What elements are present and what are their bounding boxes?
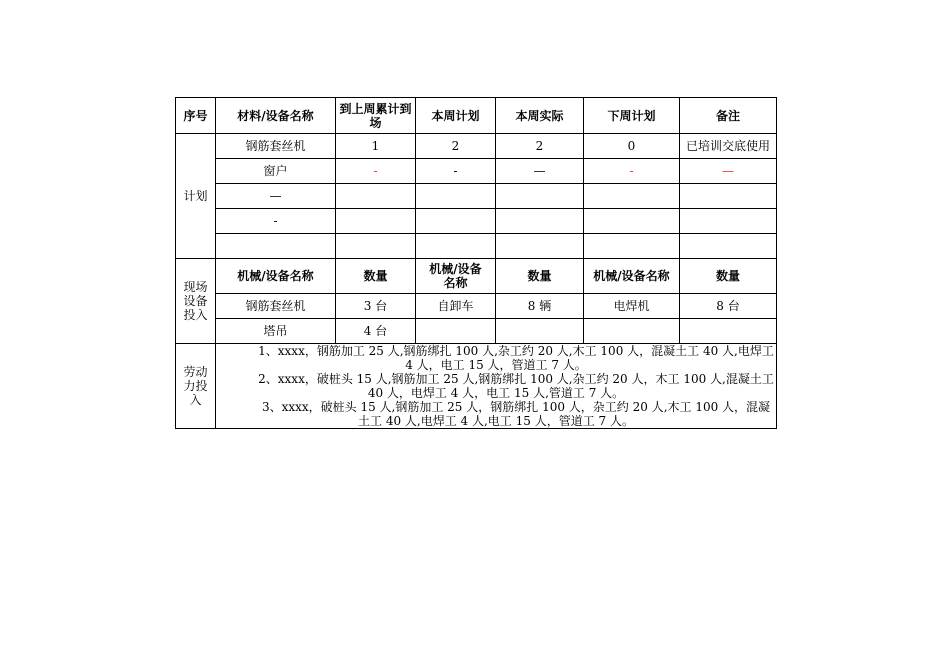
plan-this-actual: [496, 184, 584, 209]
labor-line: 1、xxxx，钢筋加工 25 人,钢筋绑扎 100 人,杂工约 20 人,木工 100 人，混凝土工 40 人,电焊工 4 人，电工 15 人，管道工 7 人。: [258, 344, 774, 372]
header-cumulative: 到上周累计到场: [336, 98, 416, 134]
plan-row: [176, 234, 777, 259]
plan-this-plan: [416, 234, 496, 259]
machinery-qty: 3 台: [336, 294, 416, 319]
labor-line: 2、xxxx，破桩头 15 人,钢筋加工 25 人,钢筋绑扎 100 人,杂工约 20 人，木工 100 人,混凝土工 40 人，电焊工 4 人，电工 15 人,管道工 7 人。: [258, 372, 774, 400]
plan-name: 窗户: [216, 159, 336, 184]
plan-remark: [680, 184, 777, 209]
plan-next-plan: [584, 209, 680, 234]
header-material: 材料/设备名称: [216, 98, 336, 134]
plan-next-plan: -: [584, 159, 680, 184]
machinery-name: [416, 319, 496, 344]
plan-remark: —: [680, 159, 777, 184]
plan-cumulative: [336, 209, 416, 234]
header-remark: 备注: [680, 98, 777, 134]
machinery-section-label-text: 现场设备投入: [183, 280, 208, 322]
plan-cumulative: 1: [336, 134, 416, 159]
plan-remark: [680, 209, 777, 234]
plan-this-actual: [496, 234, 584, 259]
machinery-qty: [496, 319, 584, 344]
plan-name: 钢筋套丝机: [216, 134, 336, 159]
machinery-qty: 8 台: [680, 294, 777, 319]
machinery-name: 钢筋套丝机: [216, 294, 336, 319]
plan-name: -: [216, 209, 336, 234]
machinery-qty: 8 辆: [496, 294, 584, 319]
header-this-actual: 本周实际: [496, 98, 584, 134]
plan-row: [176, 159, 777, 184]
labor-line: 3、xxxx，破桩头 15 人,钢筋加工 25 人，钢筋绑扎 100 人，杂工约 20 人,木工 100 人，混凝土工 40 人,电焊工 4 人,电工 15 人，管道工 7 人。: [261, 400, 771, 428]
machinery-row: [176, 319, 777, 344]
machinery-header-name: 机械/设备名称: [216, 259, 336, 294]
weekly-progress-table: [175, 97, 777, 429]
header-this-plan: 本周计划: [416, 98, 496, 134]
header-row: [176, 98, 777, 134]
header-next-plan: 下周计划: [584, 98, 680, 134]
machinery-header-name: [584, 259, 680, 294]
machinery-qty: 4 台: [336, 319, 416, 344]
plan-this-plan: [416, 209, 496, 234]
plan-row: [176, 209, 777, 234]
machinery-section-label: [176, 259, 216, 344]
plan-next-plan: [584, 184, 680, 209]
machinery-header-name: [416, 259, 496, 294]
plan-row: [176, 184, 777, 209]
machinery-header-name-text: 机械/设备名称: [593, 269, 670, 283]
plan-next-plan: 0: [584, 134, 680, 159]
plan-this-plan: [416, 184, 496, 209]
plan-row: [176, 134, 777, 159]
machinery-header-name-text: 机械/设备名称: [429, 262, 482, 290]
plan-section-label: 计划: [176, 134, 216, 259]
machinery-header-qty: 数量: [496, 259, 584, 294]
plan-this-actual: [496, 209, 584, 234]
machinery-header-row: [176, 259, 777, 294]
machinery-header-qty: 数量: [336, 259, 416, 294]
plan-cumulative: -: [336, 159, 416, 184]
machinery-name: 电焊机: [584, 294, 680, 319]
machinery-qty: [680, 319, 777, 344]
machinery-name: 塔吊: [216, 319, 336, 344]
plan-remark: [680, 234, 777, 259]
plan-cumulative: [336, 234, 416, 259]
labor-section-label-text: 劳动力投入: [183, 365, 208, 407]
labor-details: [216, 344, 777, 429]
plan-name: [216, 234, 336, 259]
machinery-header-qty: 数量: [680, 259, 777, 294]
plan-this-actual: 2: [496, 134, 584, 159]
plan-this-plan: -: [416, 159, 496, 184]
machinery-name: [584, 319, 680, 344]
plan-this-actual: —: [496, 159, 584, 184]
plan-next-plan: [584, 234, 680, 259]
plan-remark: 已培训交底使用: [680, 134, 777, 159]
plan-cumulative: [336, 184, 416, 209]
machinery-row: [176, 294, 777, 319]
labor-section-label: [176, 344, 216, 429]
plan-name: —: [216, 184, 336, 209]
header-seq: 序号: [176, 98, 216, 134]
labor-row: [176, 344, 777, 429]
plan-this-plan: 2: [416, 134, 496, 159]
machinery-name: 自卸车: [416, 294, 496, 319]
